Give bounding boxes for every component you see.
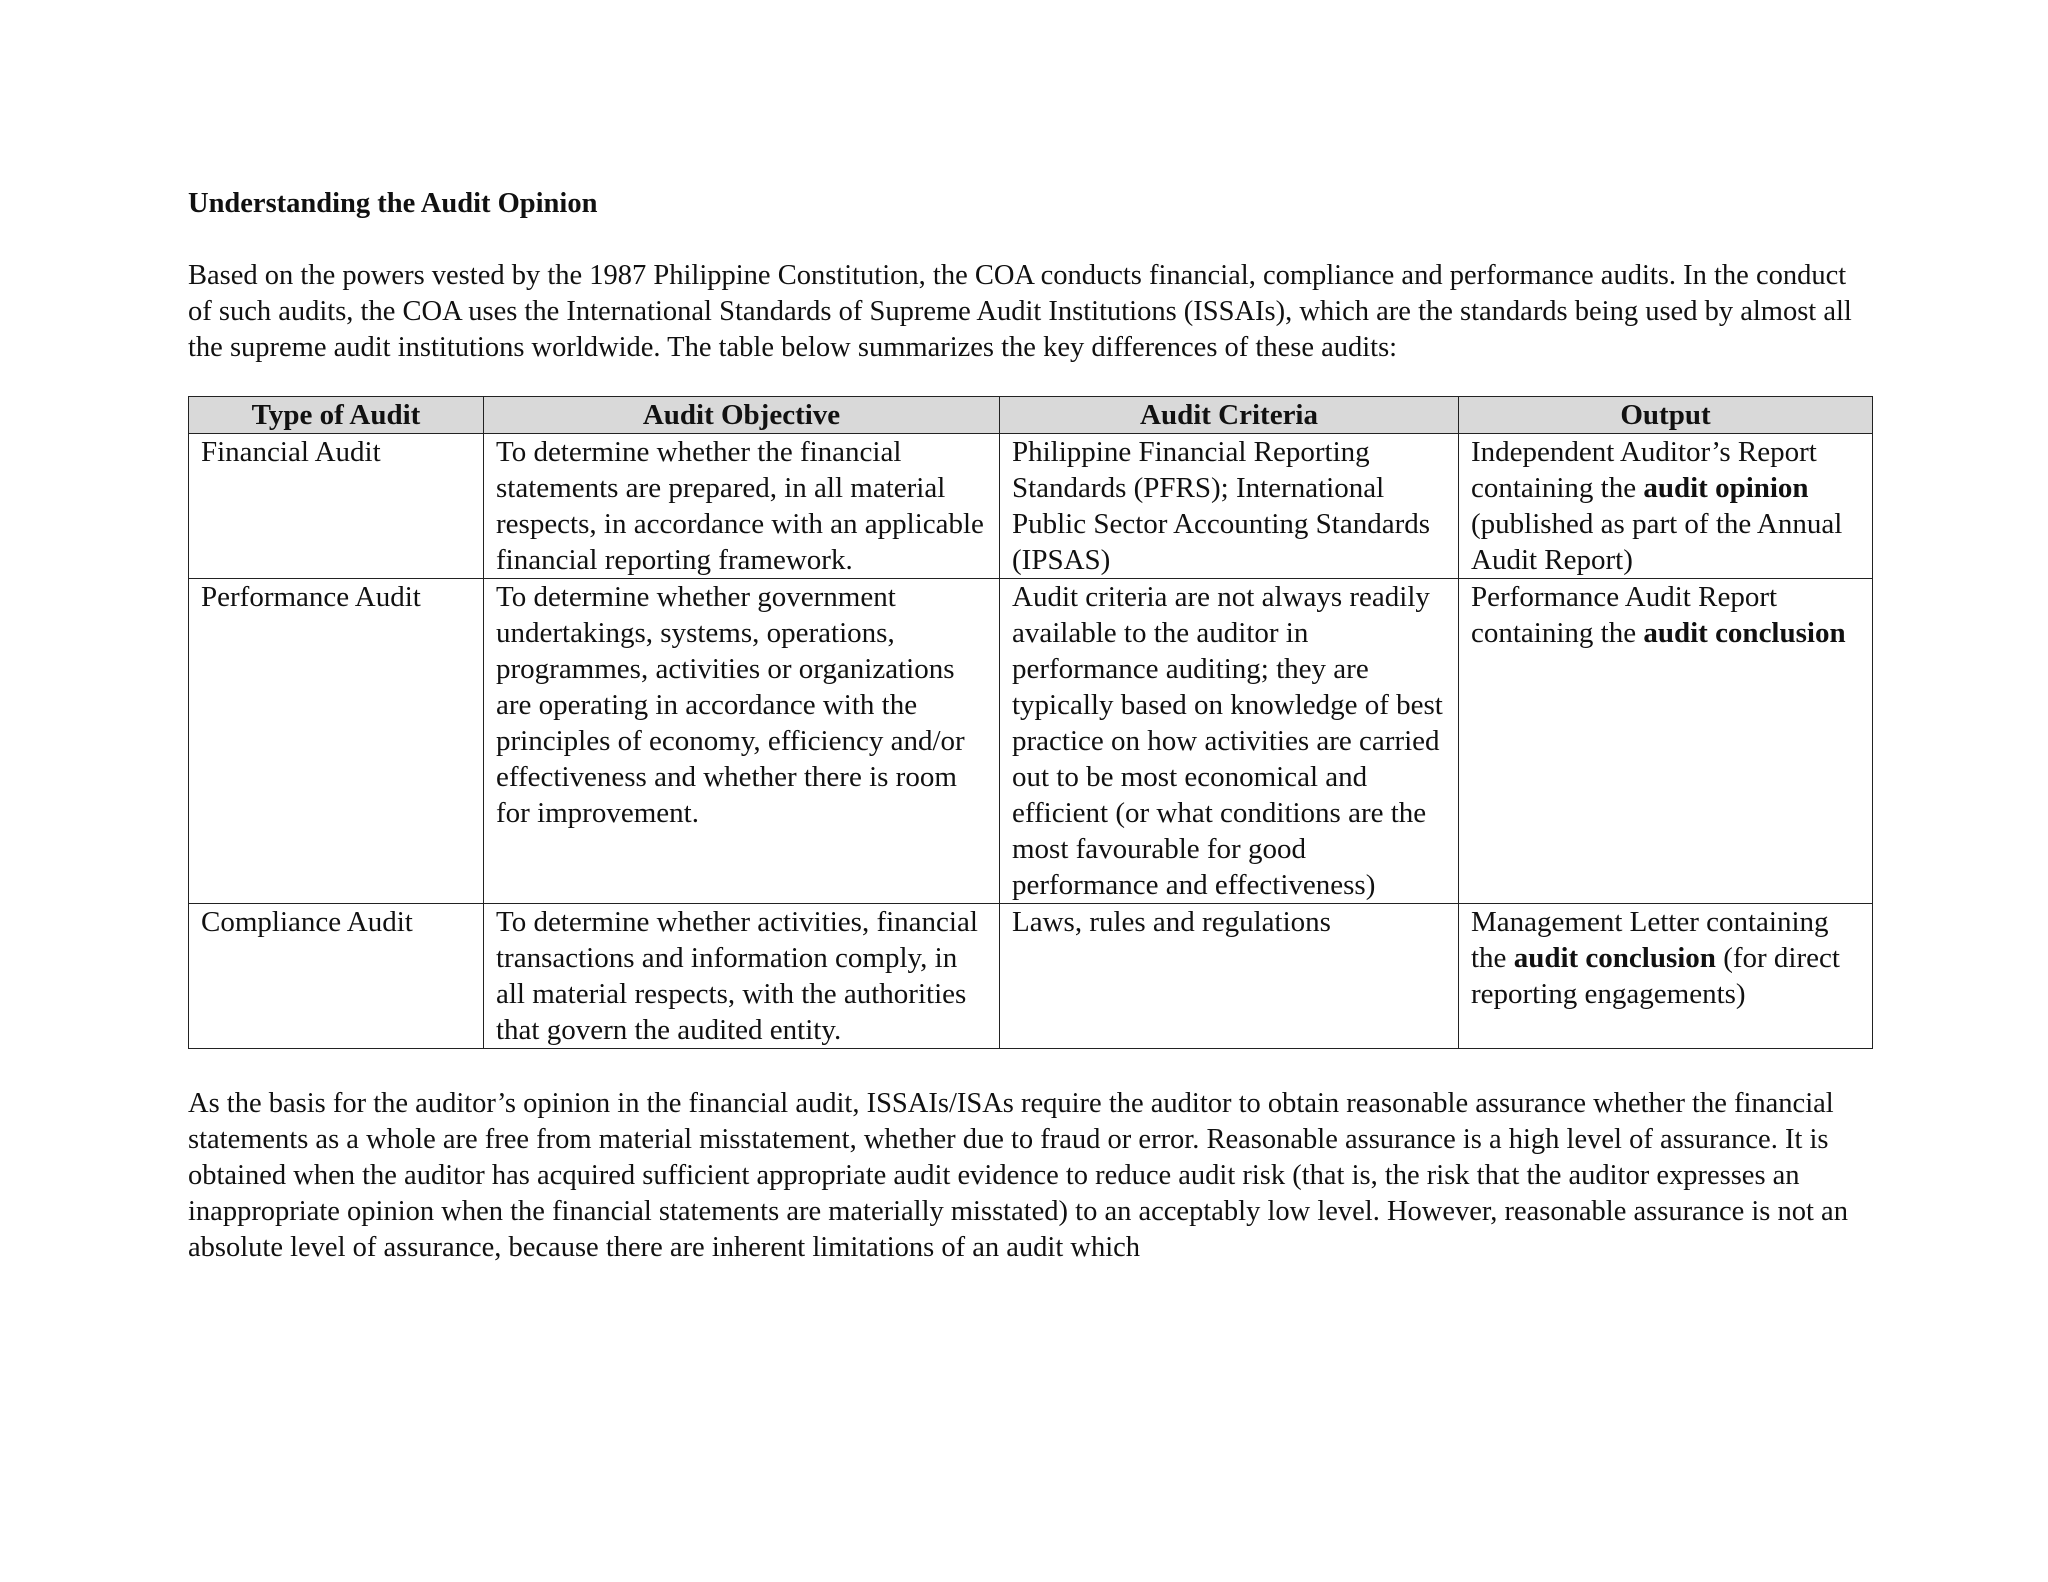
output-emphasis: audit opinion — [1643, 472, 1809, 504]
header-audit-objective: Audit Objective — [484, 397, 1000, 434]
table-header-row — [189, 397, 1873, 434]
cell-objective: To determine whether government undertakings, systems, operations, programmes, activities or organizations are operating in accordance with the principles of economy, efficiency and/or effectiveness and whether there is room for improvement. — [484, 579, 1000, 904]
table-row-financial-audit — [189, 434, 1873, 579]
document-page — [188, 186, 1868, 1266]
intro-paragraph: Based on the powers vested by the 1987 Philippine Constitution, the COA conducts financial, compliance and performance audits. In the conduct of such audits, the COA uses the International Standards of Supreme Audit Institutions (ISSAIs), which are the standards being used by almost all the supreme audit institutions worldwide. The table below summarizes the key differences of these audits: — [188, 260, 1852, 363]
output-emphasis: audit conclusion — [1513, 942, 1716, 974]
cell-objective: To determine whether activities, financial transactions and information comply, in all material respects, with the authorities that govern the audited entity. — [484, 904, 1000, 1049]
table-row-compliance-audit — [189, 904, 1873, 1049]
header-type-of-audit: Type of Audit — [189, 397, 484, 434]
cell-criteria: Audit criteria are not always readily available to the auditor in performance auditing; they are typically based on knowledge of best practice on how activities are carried out to be most economical and efficient (or what conditions are the most favourable for good performance and effectiveness) — [1000, 579, 1459, 904]
table-row-performance-audit — [189, 579, 1873, 904]
section-heading: Understanding the Audit Opinion — [188, 188, 598, 219]
output-text: Performance Audit Report containing the — [1471, 581, 1778, 649]
output-text: Management Letter containing the — [1471, 906, 1829, 974]
output-text: Independent Auditor’s Report containing the — [1471, 436, 1817, 504]
output-emphasis: audit conclusion — [1643, 617, 1846, 649]
header-audit-criteria: Audit Criteria — [1000, 397, 1459, 434]
cell-output — [1459, 904, 1873, 1049]
audit-comparison-table — [188, 396, 1873, 1049]
cell-type: Performance Audit — [189, 579, 484, 904]
closing-paragraph: As the basis for the auditor’s opinion in the financial audit, ISSAIs/ISAs require the auditor to obtain reasonable assurance whether the financial statements as a whole are free from material misstatement, whether due to fraud or error. Reasonable assurance is a high level of assurance. It is obtained when the auditor has acquired sufficient appropriate audit evidence to reduce audit risk (that is, the risk that the auditor expresses an inappropriate opinion when the financial statements are materially misstated) to an acceptably low level. However, reasonable assurance is not an absolute level of assurance, because there are inherent limitations of an audit which — [188, 1088, 1848, 1263]
cell-output — [1459, 579, 1873, 904]
cell-output — [1459, 434, 1873, 579]
output-text-after: (for direct reporting engagements) — [1471, 942, 1840, 1010]
cell-criteria: Philippine Financial Reporting Standards (PFRS); International Public Sector Accounting Standards (IPSAS) — [1000, 434, 1459, 579]
cell-type: Compliance Audit — [189, 904, 484, 1049]
cell-criteria: Laws, rules and regulations — [1000, 904, 1459, 1049]
header-output: Output — [1459, 397, 1873, 434]
cell-objective: To determine whether the financial statements are prepared, in all material respects, in accordance with an applicable financial reporting framework. — [484, 434, 1000, 579]
cell-type: Financial Audit — [189, 434, 484, 579]
output-text-after: (published as part of the Annual Audit Report) — [1471, 508, 1843, 576]
